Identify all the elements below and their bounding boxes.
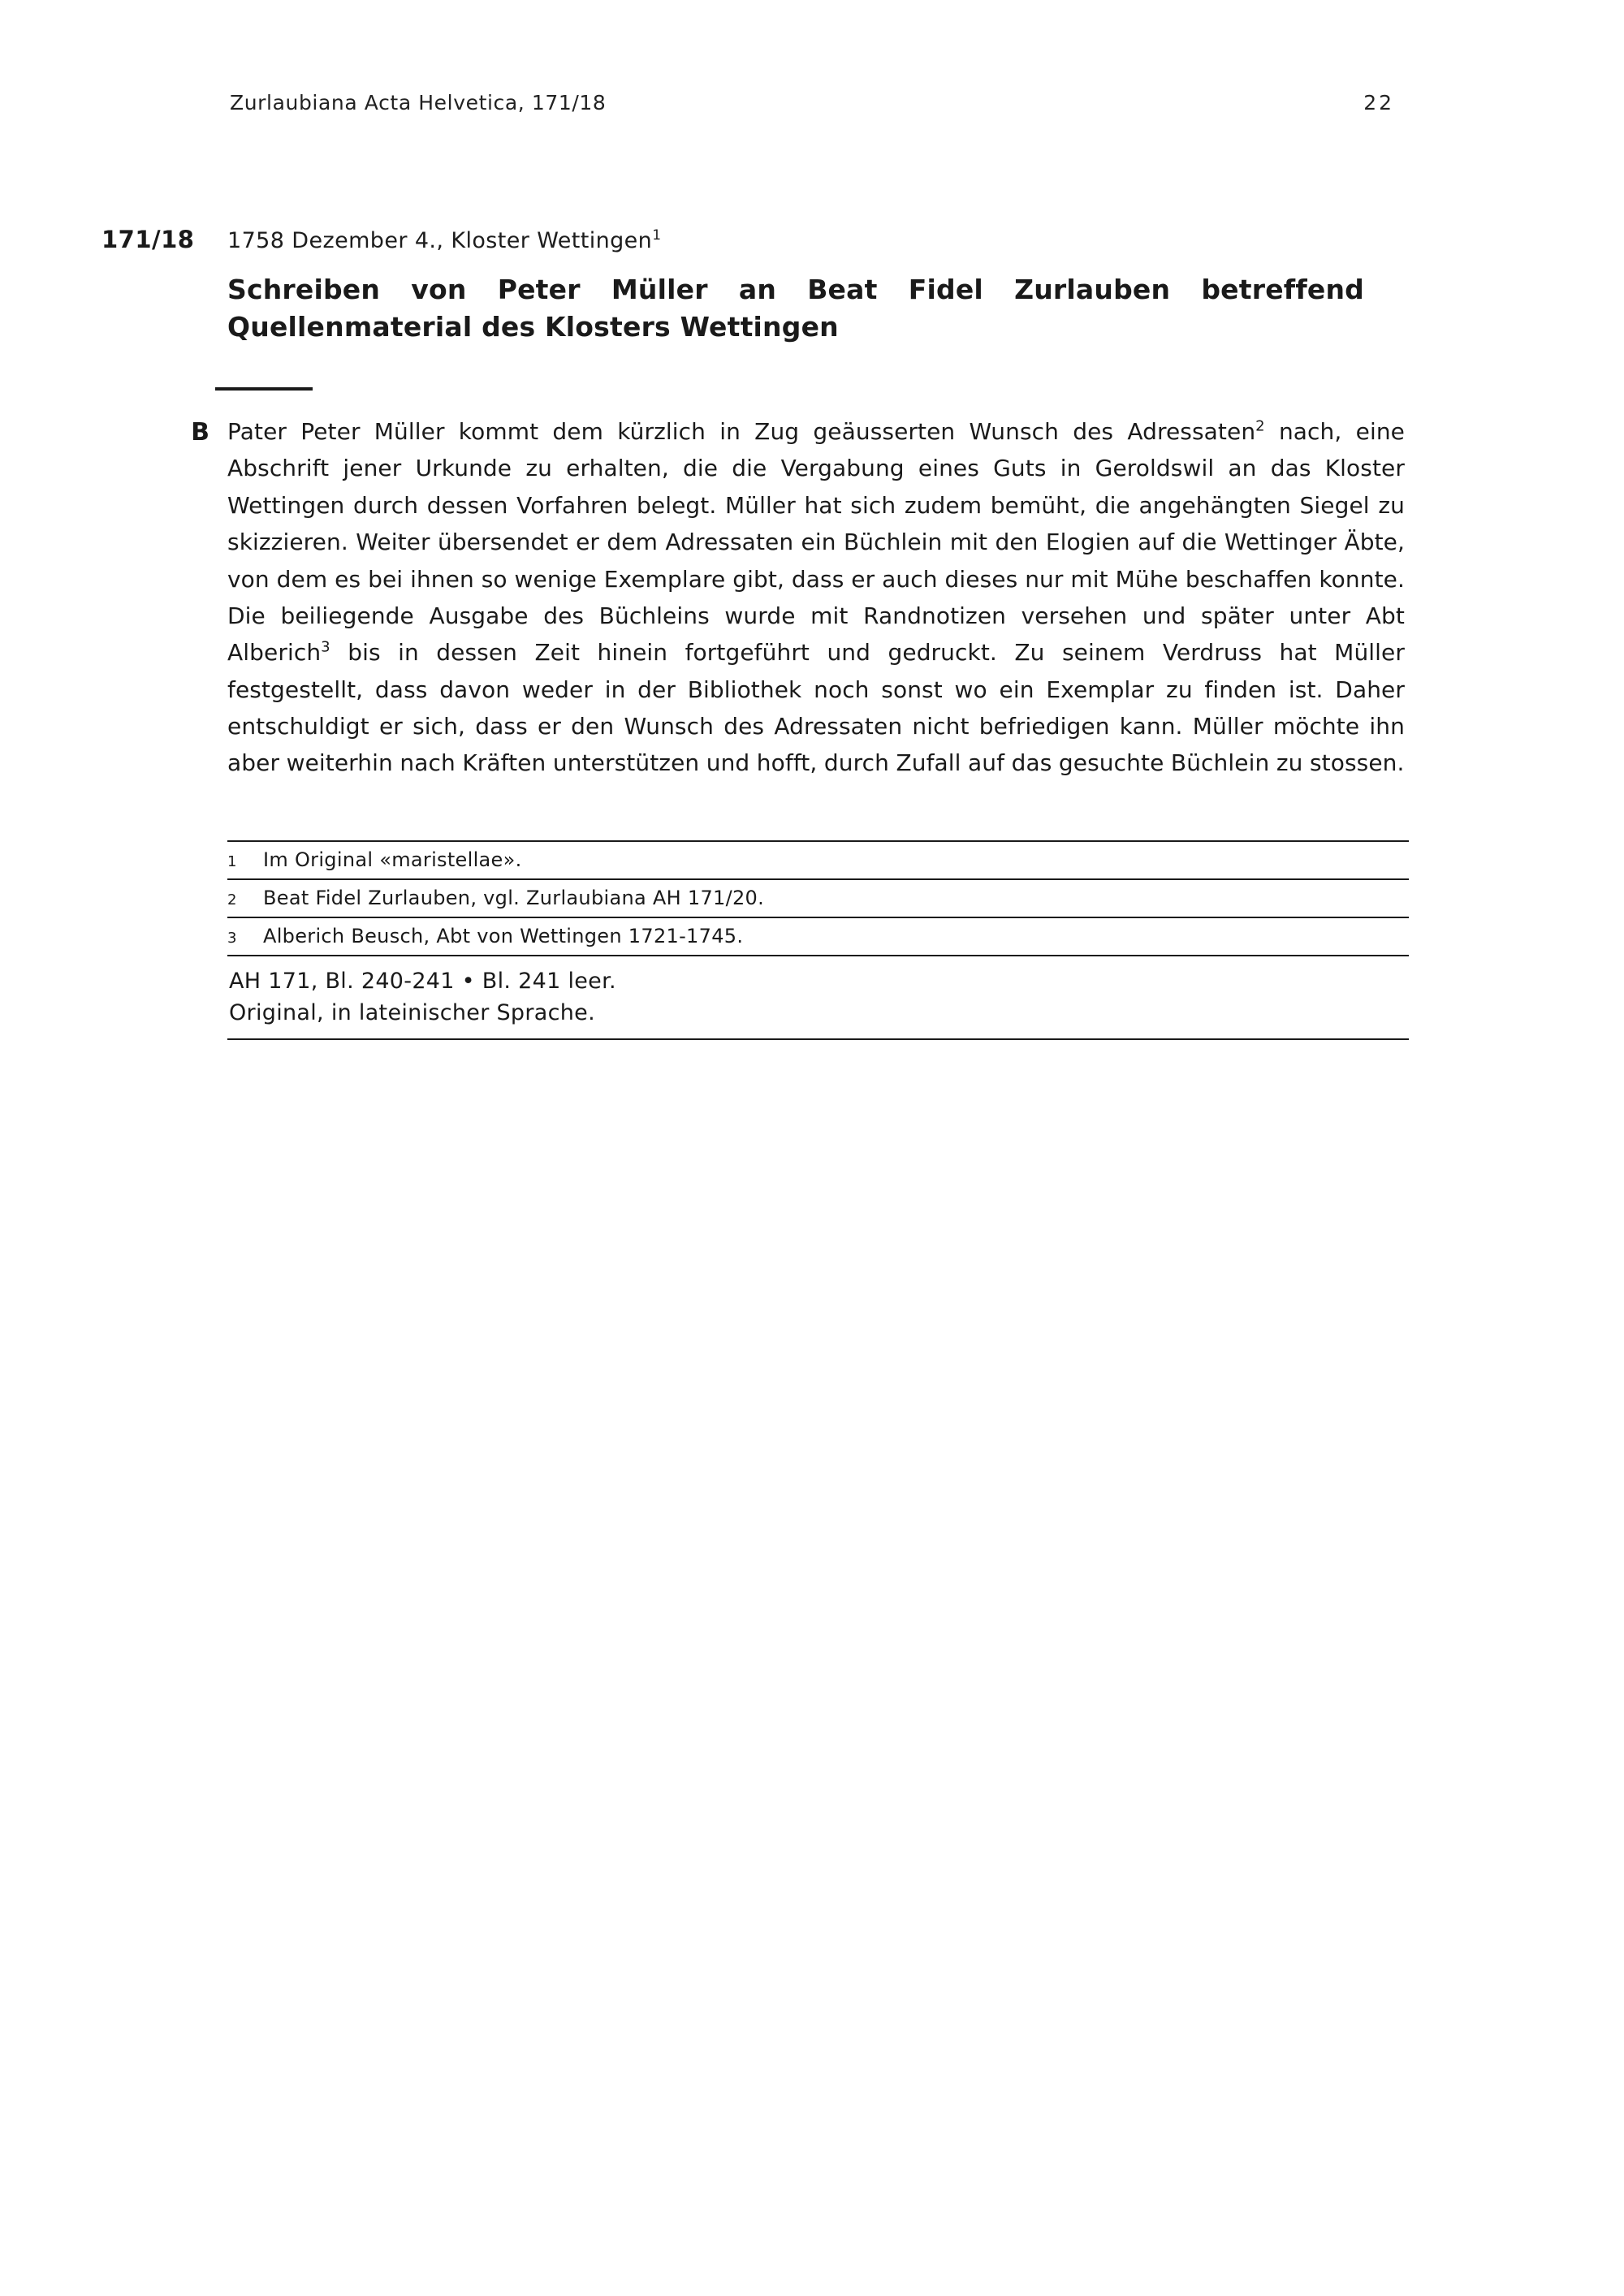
archival-signature: AH 171, Bl. 240-241 • Bl. 241 leer. xyxy=(229,969,616,995)
footnote-number: 1 xyxy=(227,852,237,870)
document-number: 171/18 xyxy=(102,226,195,253)
footnote-ref-3[interactable]: 3 xyxy=(321,638,330,656)
archival-description: Original, in lateinischer Sprache. xyxy=(229,999,595,1025)
document-date-place xyxy=(227,227,661,253)
running-head-title: Zurlaubiana Acta Helvetica, 171/18 xyxy=(230,91,607,114)
document-date-text: 1758 Dezember 4., Kloster Wettingen xyxy=(227,228,653,253)
footnotes-section xyxy=(227,840,1409,957)
archival-reference xyxy=(227,956,1409,1040)
footnote-number: 2 xyxy=(227,891,237,908)
footnote-ref-1[interactable]: 1 xyxy=(652,227,662,244)
footnote-ref-2[interactable]: 2 xyxy=(1255,417,1265,435)
footnote-item xyxy=(227,880,1409,917)
section-divider xyxy=(215,387,313,391)
footnote-text: Im Original «maristellae». xyxy=(263,848,522,871)
page-number: 22 xyxy=(1363,91,1394,114)
document-title: Schreiben von Peter Müller an Beat Fidel Zurlauben betreffend Quellenmaterial des Klosters Wettingen xyxy=(227,274,1364,343)
running-head xyxy=(230,91,1394,114)
document-content xyxy=(97,226,1527,1040)
footnote-item xyxy=(227,842,1409,878)
regest-segment-2: nach, eine Abschrift jener Urkunde zu erhalten, die die Vergabung eines Guts in Geroldswil an das Kloster Wettingen durch dessen Vorfahren belegt. Müller hat sich zudem bemüht, die angehängten Siegel zu skizzieren. Weiter übersendet er dem Adressaten ein Büchlein mit den Elogien auf die Wettinger Äbte, von dem es bei ihnen so wenige Exemplare gibt, dass er auch dieses nur mit Mühe beschaffen konnte. Die beiliegende Ausgabe des Büchleins wurde mit Randnotizen versehen und später unter Abt Alberich xyxy=(227,418,1406,667)
footnote-text: Alberich Beusch, Abt von Wettingen 1721-1745. xyxy=(263,925,744,948)
regest-segment-3: bis in dessen Zeit hinein fortgeführt und gedruckt. Zu seinem Verdruss hat Müller festgestellt, dass davon weder in der Bibliothek noch sonst wo ein Exemplar zu finden ist. Daher entschuldigt er sich, dass er den Wunsch des Adressaten nicht befriedigen kann. Müller möchte ihn aber weiterhin nach Kräften unterstützen und hofft, durch Zufall auf das gesuchte Büchlein zu stossen. xyxy=(227,639,1405,777)
regest-text xyxy=(227,413,1405,782)
archival-rule-bottom xyxy=(227,1038,1409,1040)
footnote-text: Beat Fidel Zurlauben, vgl. Zurlaubiana AH 171/20. xyxy=(263,886,765,909)
regest-segment-1: Pater Peter Müller kommt dem kürzlich in Zug geäusserten Wunsch des Adressaten xyxy=(227,418,1256,446)
regest-marker: B xyxy=(191,418,209,447)
footnote-item xyxy=(227,918,1409,955)
regest-block xyxy=(97,413,1527,782)
document-header xyxy=(97,226,1527,253)
footnote-number: 3 xyxy=(227,930,237,947)
